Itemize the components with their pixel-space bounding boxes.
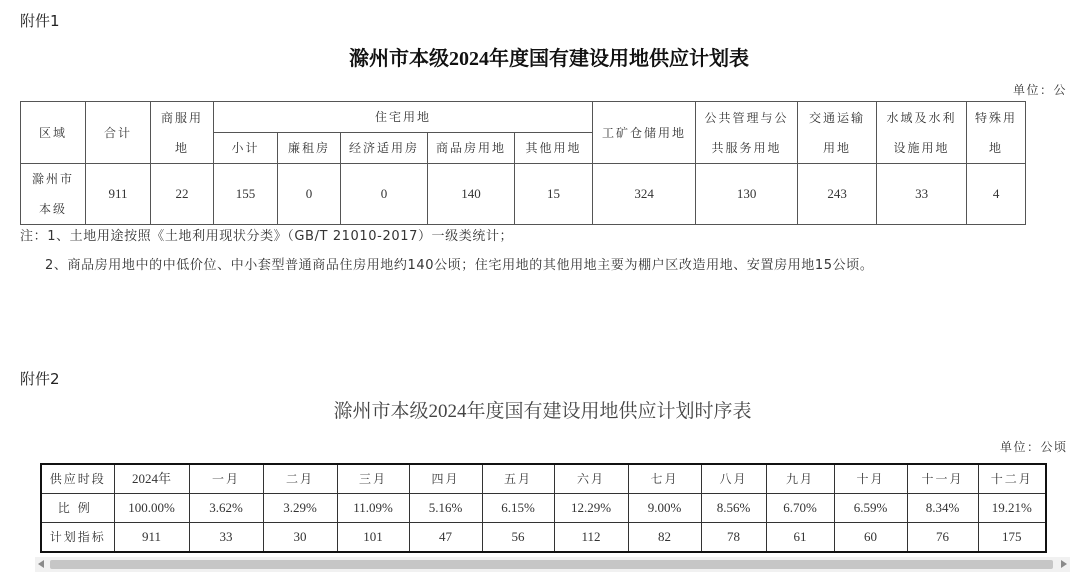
header-region: 区域 — [21, 102, 86, 164]
supply-schedule-table — [40, 463, 1047, 553]
note-line-1: 注：1、土地用途按照《土地利用现状分类》（GB/T 21010-2017）一级类统计； — [20, 229, 514, 244]
header-month: 五月 — [482, 464, 554, 494]
ratio-cell: 8.34% — [907, 494, 978, 523]
horizontal-scrollbar[interactable] — [35, 557, 1070, 572]
plan-target-cell: 76 — [907, 523, 978, 553]
header-month: 一月 — [189, 464, 263, 494]
ratio-cell: 3.62% — [189, 494, 263, 523]
ratio-cell: 11.09% — [337, 494, 409, 523]
header-period: 供应时段 — [41, 464, 114, 494]
header-month: 九月 — [766, 464, 834, 494]
header-other-residential: 其他用地 — [515, 133, 593, 164]
table-header-row — [21, 102, 1026, 133]
plan-target-cell: 101 — [337, 523, 409, 553]
value-transport: 243 — [798, 164, 877, 225]
row-label-ratio: 比例 — [41, 494, 114, 523]
header-month: 十月 — [834, 464, 907, 494]
header-public-service-land: 公共管理与公共服务用地 — [696, 102, 798, 164]
note-line-2: 2、商品房用地中的中低价位、中小套型普通商品住房用地约140公顷；住宅用地的其他用地主要为棚户区改造用地、安置房用地15公顷。 — [45, 258, 874, 273]
header-month: 七月 — [628, 464, 701, 494]
attachment1-unit: 单位：公 — [1013, 83, 1068, 97]
scroll-right-arrow-icon[interactable] — [1061, 560, 1067, 568]
scrollbar-thumb[interactable] — [50, 560, 1053, 569]
plan-target-cell: 56 — [482, 523, 554, 553]
header-low-rent-housing: 廉租房 — [278, 133, 341, 164]
plan-target-cell: 30 — [263, 523, 337, 553]
header-month: 十二月 — [978, 464, 1046, 494]
header-residential-land: 住宅用地 — [214, 102, 593, 133]
value-public-service: 130 — [696, 164, 798, 225]
header-transport-land: 交通运输用地 — [798, 102, 877, 164]
value-residential-subtotal: 155 — [214, 164, 278, 225]
plan-target-cell: 33 — [189, 523, 263, 553]
attachment2-unit: 单位：公顷 — [1000, 440, 1068, 454]
ratio-cell: 6.15% — [482, 494, 554, 523]
header-month: 八月 — [701, 464, 766, 494]
plan-target-row — [41, 523, 1046, 553]
header-year: 2024年 — [114, 464, 189, 494]
plan-target-cell: 175 — [978, 523, 1046, 553]
ratio-cell: 6.59% — [834, 494, 907, 523]
ratio-cell: 100.00% — [114, 494, 189, 523]
supply-plan-table — [20, 101, 1026, 225]
header-commodity-housing: 商品房用地 — [428, 133, 515, 164]
ratio-cell: 3.29% — [263, 494, 337, 523]
table-row — [21, 164, 1026, 225]
ratio-cell: 9.00% — [628, 494, 701, 523]
attachment1-label: 附件1 — [20, 12, 60, 30]
ratio-cell: 6.70% — [766, 494, 834, 523]
header-month: 三月 — [337, 464, 409, 494]
header-water-land: 水域及水利设施用地 — [877, 102, 967, 164]
value-special: 4 — [967, 164, 1026, 225]
plan-target-cell: 911 — [114, 523, 189, 553]
value-total: 911 — [86, 164, 151, 225]
scroll-left-arrow-icon[interactable] — [38, 560, 44, 568]
attachment2-label: 附件2 — [20, 370, 60, 388]
header-month: 六月 — [554, 464, 628, 494]
value-water: 33 — [877, 164, 967, 225]
ratio-row — [41, 494, 1046, 523]
header-month: 十一月 — [907, 464, 978, 494]
header-affordable-housing: 经济适用房 — [341, 133, 428, 164]
attachment1-title: 滁州市本级2024年度国有建设用地供应计划表 — [349, 48, 749, 70]
ratio-cell: 19.21% — [978, 494, 1046, 523]
attachment2-title: 滁州市本级2024年度国有建设用地供应计划时序表 — [333, 401, 752, 422]
header-month: 二月 — [263, 464, 337, 494]
value-commodity-housing: 140 — [428, 164, 515, 225]
row-label-plan-target: 计划指标 — [41, 523, 114, 553]
value-commercial: 22 — [151, 164, 214, 225]
schedule-header-row — [41, 464, 1046, 494]
row-region: 滁州市本级 — [21, 164, 86, 225]
ratio-cell: 12.29% — [554, 494, 628, 523]
value-affordable-housing: 0 — [341, 164, 428, 225]
header-total: 合计 — [86, 102, 151, 164]
header-commercial-land: 商服用地 — [151, 102, 214, 164]
plan-target-cell: 60 — [834, 523, 907, 553]
plan-target-cell: 47 — [409, 523, 482, 553]
value-low-rent-housing: 0 — [278, 164, 341, 225]
plan-target-cell: 61 — [766, 523, 834, 553]
header-industrial-land: 工矿仓储用地 — [593, 102, 696, 164]
value-other-residential: 15 — [515, 164, 593, 225]
plan-target-cell: 82 — [628, 523, 701, 553]
header-month: 四月 — [409, 464, 482, 494]
header-residential-subtotal: 小计 — [214, 133, 278, 164]
value-industrial: 324 — [593, 164, 696, 225]
header-special-land: 特殊用地 — [967, 102, 1026, 164]
ratio-cell: 8.56% — [701, 494, 766, 523]
plan-target-cell: 78 — [701, 523, 766, 553]
ratio-cell: 5.16% — [409, 494, 482, 523]
plan-target-cell: 112 — [554, 523, 628, 553]
